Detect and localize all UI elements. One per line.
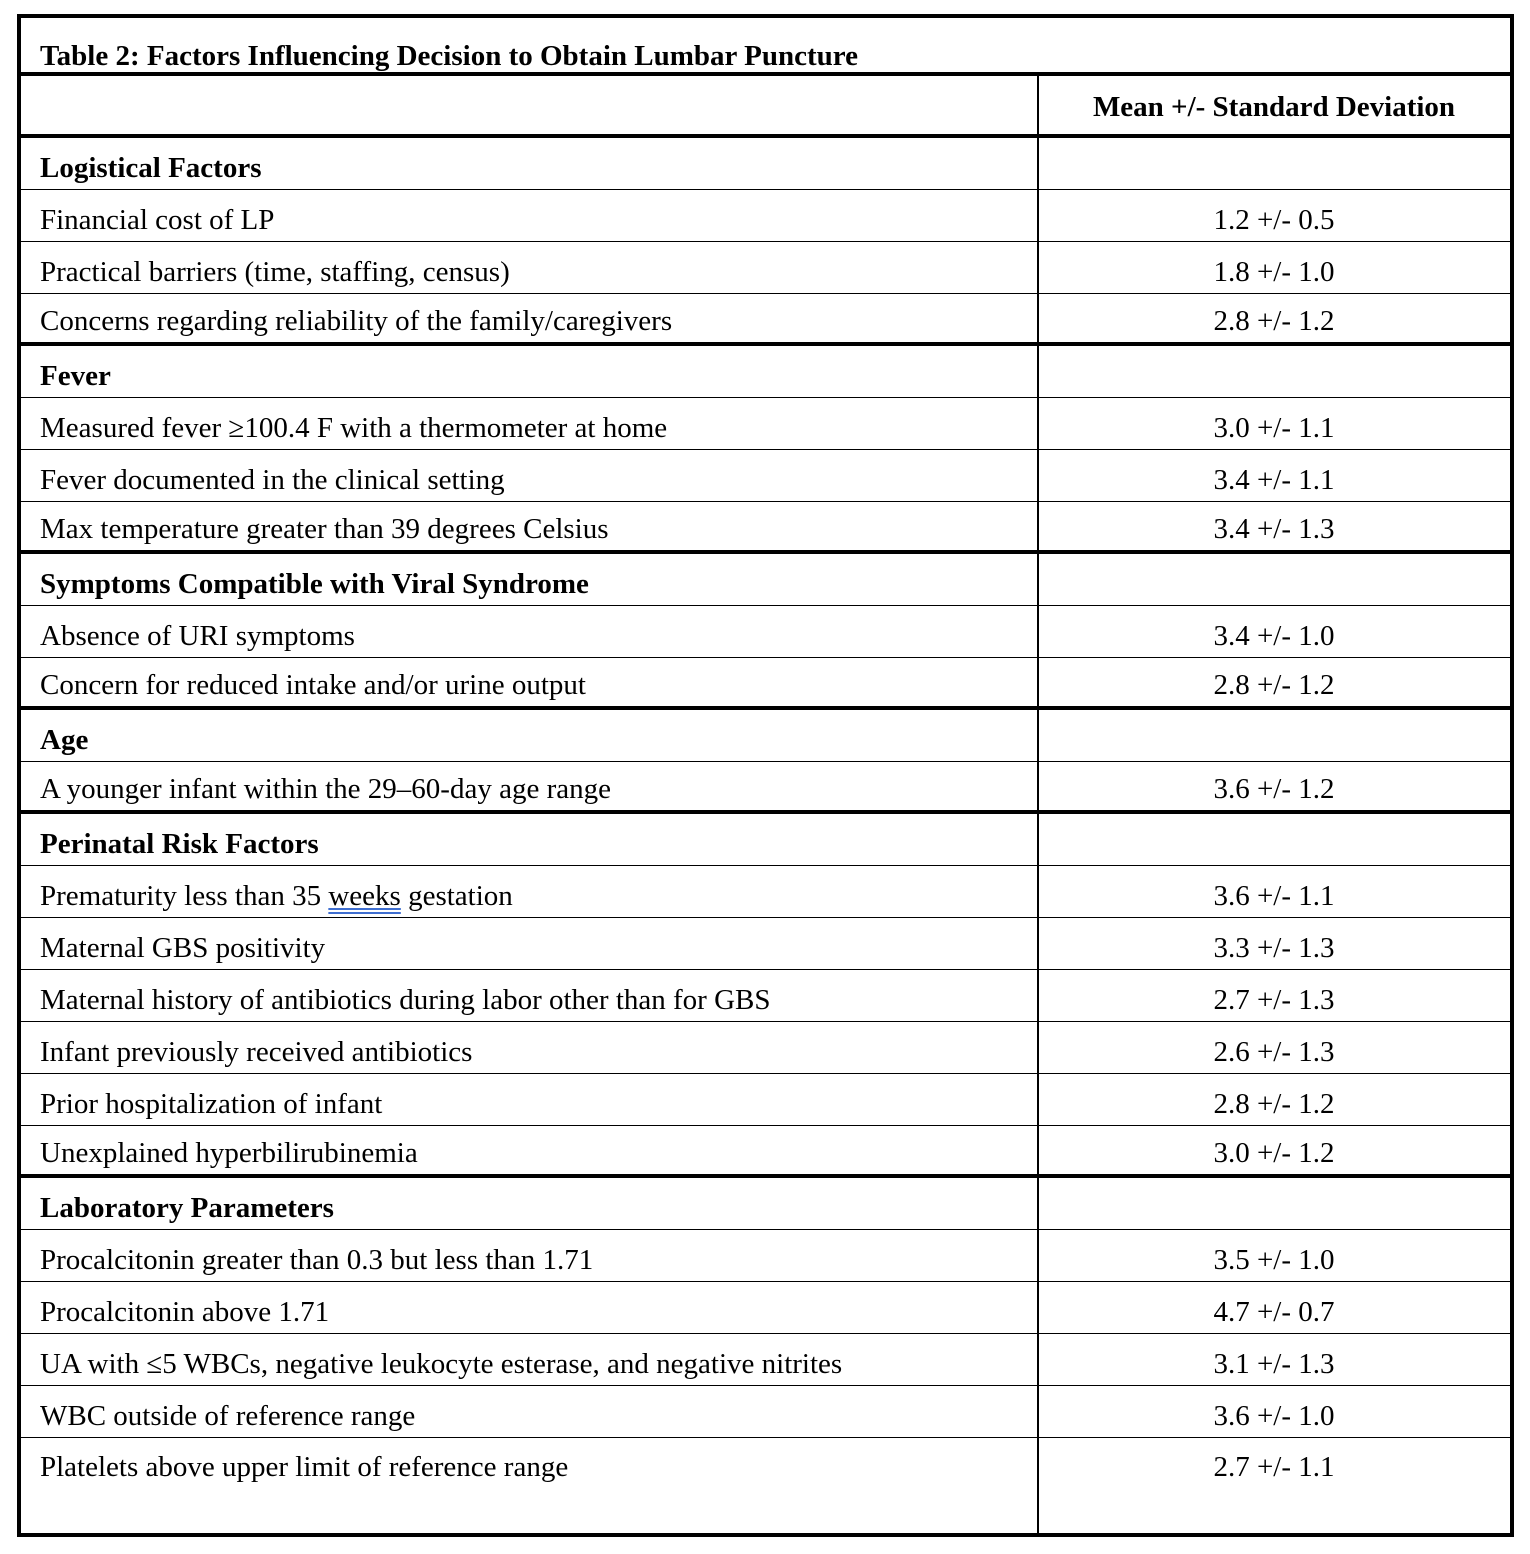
factor-label: Maternal GBS positivity [40,932,326,964]
section-label: Fever [40,360,111,392]
table-row [21,1074,1510,1126]
mean-sd-value: 3.4 +/- 1.1 [1213,464,1335,496]
factor-label: Max temperature greater than 39 degrees Celsius [40,513,609,545]
table-row [21,1230,1510,1282]
factor-label: Practical barriers (time, staffing, census) [40,256,510,288]
table-row [21,1022,1510,1074]
table-row [21,1282,1510,1334]
mean-sd-value: 3.0 +/- 1.1 [1213,412,1335,444]
mean-sd-value: 1.8 +/- 1.0 [1213,256,1335,288]
mean-sd-value: 2.8 +/- 1.2 [1213,1088,1335,1120]
section-label: Age [40,724,89,756]
mean-sd-value: 3.5 +/- 1.0 [1213,1244,1335,1276]
mean-sd-value: 3.6 +/- 1.0 [1213,1400,1335,1432]
section-row [21,814,1510,866]
table-row [21,1126,1510,1178]
mean-sd-value: 2.7 +/- 1.1 [1213,1451,1335,1483]
table-row [21,294,1510,346]
column-divider [1037,76,1039,1533]
mean-sd-value: 2.7 +/- 1.3 [1213,984,1335,1016]
mean-sd-value: 3.4 +/- 1.0 [1213,620,1335,652]
factor-label: Infant previously received antibiotics [40,1036,473,1068]
spellcheck-underline: weeks [328,880,401,912]
factor-label: Financial cost of LP [40,204,275,236]
table-title: Table 2: Factors Influencing Decision to Obtain Lumbar Puncture [40,40,858,72]
table-row [21,502,1510,554]
table-row [21,398,1510,450]
factor-label: WBC outside of reference range [40,1400,416,1432]
table-row [21,1438,1510,1488]
table-row [21,1386,1510,1438]
mean-sd-value: 3.0 +/- 1.2 [1213,1137,1335,1169]
factor-label: Procalcitonin greater than 0.3 but less than 1.71 [40,1244,594,1276]
factor-label: Maternal history of antibiotics during labor other than for GBS [40,984,771,1016]
mean-sd-value: 3.4 +/- 1.3 [1213,513,1335,545]
section-label: Laboratory Parameters [40,1192,334,1224]
factor-label: Concerns regarding reliability of the family/caregivers [40,305,673,337]
table-row [21,242,1510,294]
table-row [21,866,1510,918]
table-row [21,190,1510,242]
factor-label: Absence of URI symptoms [40,620,355,652]
table-row [21,918,1510,970]
factor-label: Fever documented in the clinical setting [40,464,505,496]
section-label: Symptoms Compatible with Viral Syndrome [40,568,589,600]
table-header-row [21,76,1510,138]
mean-sd-value: 2.8 +/- 1.2 [1213,305,1335,337]
mean-sd-value: 4.7 +/- 0.7 [1213,1296,1335,1328]
table-body [21,76,1510,1488]
factor-label: Prior hospitalization of infant [40,1088,383,1120]
table-row [21,1334,1510,1386]
factor-label: Platelets above upper limit of reference range [40,1451,569,1483]
table-row [21,762,1510,814]
table-row [21,606,1510,658]
factor-label: UA with ≤5 WBCs, negative leukocyte esterase, and negative nitrites [40,1348,843,1380]
table-row [21,658,1510,710]
factor-label: Prematurity less than 35 weeks gestation [40,880,513,912]
factor-label: Unexplained hyperbilirubinemia [40,1137,418,1169]
section-row [21,138,1510,190]
mean-sd-value: 3.6 +/- 1.1 [1213,880,1335,912]
table-frame [17,14,1514,1537]
section-row [21,346,1510,398]
mean-sd-value: 1.2 +/- 0.5 [1213,204,1335,236]
table-row [21,970,1510,1022]
mean-sd-value: 3.1 +/- 1.3 [1213,1348,1335,1380]
section-row [21,710,1510,762]
factor-label: Procalcitonin above 1.71 [40,1296,330,1328]
table-row [21,450,1510,502]
mean-sd-value: 2.6 +/- 1.3 [1213,1036,1335,1068]
section-row [21,554,1510,606]
section-label: Perinatal Risk Factors [40,828,319,860]
factor-label: Measured fever ≥100.4 F with a thermometer at home [40,412,668,444]
section-row [21,1178,1510,1230]
header-mean-sd: Mean +/- Standard Deviation [1092,91,1456,123]
mean-sd-value: 2.8 +/- 1.2 [1213,669,1335,701]
mean-sd-value: 3.3 +/- 1.3 [1213,932,1335,964]
factor-label: A younger infant within the 29–60-day age range [40,773,611,805]
table-title-row [21,18,1510,76]
factor-label: Concern for reduced intake and/or urine output [40,669,586,701]
mean-sd-value: 3.6 +/- 1.2 [1213,773,1335,805]
section-label: Logistical Factors [40,152,262,184]
